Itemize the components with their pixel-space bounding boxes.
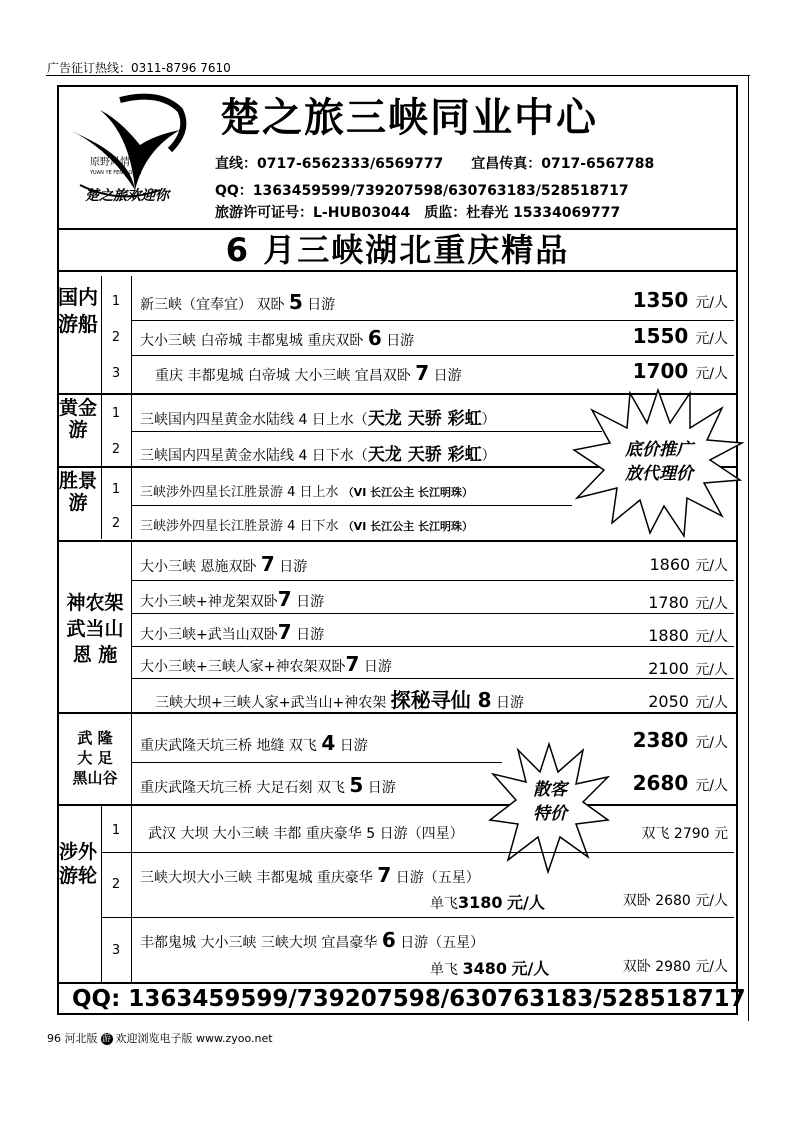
divider xyxy=(132,646,734,647)
row-number: 2 xyxy=(111,442,121,457)
list-item: 重庆武隆天坑三桥 大足石刻 双飞 5 日游 xyxy=(140,773,396,797)
ad-hotline: 广告征订热线：0311-8796 7610 xyxy=(47,61,231,75)
list-item: 重庆 丰都鬼城 白帝城 大小三峡 宜昌双卧 7 日游 xyxy=(155,361,462,385)
list-item: 新三峡（宜奉宜） 双卧 5 日游 xyxy=(140,290,336,314)
category-wulong: 武 隆 大 足 黑山谷 xyxy=(72,729,118,787)
divider xyxy=(57,540,738,542)
row-number: 1 xyxy=(111,406,121,421)
divider xyxy=(131,806,132,983)
list-item: 三峡涉外四星长江胜景游 4 日下水 （VI 长江公主 长江明珠） xyxy=(140,519,473,534)
price: 双飞 2790 元 xyxy=(641,826,728,842)
price: 2380 元/人 xyxy=(632,728,728,752)
list-item: 大小三峡+武当山双卧7 日游 xyxy=(140,620,325,644)
divider xyxy=(102,852,734,853)
row-number: 1 xyxy=(111,482,121,497)
divider xyxy=(132,320,734,321)
row-number: 2 xyxy=(111,330,121,345)
divider xyxy=(132,678,734,679)
divider xyxy=(131,276,132,393)
logo-signature: 楚之旅欢迎你 xyxy=(85,188,169,204)
row-number: 1 xyxy=(111,294,121,309)
divider xyxy=(102,917,734,918)
price: 单飞3180 元/人 xyxy=(430,893,545,912)
divider xyxy=(132,613,734,614)
category-shennongjia: 神农架 武当山 恩 施 xyxy=(66,592,124,666)
price: 2050 元/人 xyxy=(648,692,728,711)
list-item: 大小三峡 白帝城 丰都鬼城 重庆双卧 6 日游 xyxy=(140,326,415,350)
list-item: 丰都鬼城 大小三峡 三峡大坝 宜昌豪华 6 日游（五星） xyxy=(140,928,485,952)
list-item: 三峡国内四星黄金水陆线 4 日上水（天龙 天骄 彩虹） xyxy=(140,409,496,429)
license-info: 旅游许可证号：L-HUB03044 质监：杜春光 15334069777 xyxy=(215,205,621,221)
divider xyxy=(57,804,738,806)
promo-text: 底价推广 放代理价 xyxy=(625,440,693,484)
price: 1880 元/人 xyxy=(648,626,728,645)
logo-caption-en: YUAN YE FENG QING xyxy=(90,170,142,176)
row-number: 2 xyxy=(111,877,121,892)
row-number: 3 xyxy=(111,943,121,958)
list-item: 大小三峡 恩施双卧 7 日游 xyxy=(140,552,308,576)
logo-caption-cn: 原野风情 xyxy=(90,157,130,168)
list-item: 重庆武隆天坑三桥 地缝 双飞 4 日游 xyxy=(140,731,368,755)
price: 1780 元/人 xyxy=(648,593,728,612)
divider xyxy=(132,431,602,432)
category-golden: 黄金游 xyxy=(58,397,97,441)
divider xyxy=(131,542,132,712)
price: 双卧 2680 元/人 xyxy=(622,893,728,909)
subtitle: 6 月三峡湖北重庆精品 xyxy=(57,228,738,272)
price: 2100 元/人 xyxy=(648,659,728,678)
divider xyxy=(132,505,572,506)
list-item: 三峡大坝+三峡人家+武当山+神农架 探秘寻仙 8 日游 xyxy=(155,688,524,712)
qq-bottom: QQ: 1363459599/739207598/630763183/528518717 xyxy=(72,986,746,1012)
divider xyxy=(132,580,734,581)
page-footer: 96 河北版 游 欢迎浏览电子版 www.zyoo.net xyxy=(47,1032,273,1045)
list-item: 三峡涉外四星长江胜景游 4 日上水 （VI 长江公主 长江明珠） xyxy=(140,485,473,500)
price: 1550 元/人 xyxy=(632,324,728,348)
price: 1700 元/人 xyxy=(632,359,728,383)
price: 1860 元/人 xyxy=(649,555,728,574)
contact-tel: 直线：0717-6562333/6569777 宜昌传真：0717-6567788 xyxy=(215,156,655,172)
bird-logo-icon xyxy=(60,90,205,220)
price: 双卧 2980 元/人 xyxy=(622,959,728,975)
divider xyxy=(57,982,738,984)
divider xyxy=(132,355,734,356)
category-foreign: 涉外游轮 xyxy=(58,841,97,887)
logo-circle-icon: 游 xyxy=(101,1034,111,1044)
row-number: 3 xyxy=(111,366,121,381)
divider xyxy=(131,714,132,804)
price: 2680 元/人 xyxy=(632,771,728,795)
list-item: 武汉 大坝 大小三峡 丰都 重庆豪华 5 日游（四星） xyxy=(148,826,464,842)
divider xyxy=(132,762,502,763)
row-number: 1 xyxy=(111,823,121,838)
list-item: 三峡国内四星黄金水陆线 4 日下水（天龙 天骄 彩虹） xyxy=(140,445,496,465)
special-price-text: 散客 特价 xyxy=(533,780,567,824)
price: 单飞 3480 元/人 xyxy=(430,959,550,978)
price: 1350 元/人 xyxy=(632,288,728,312)
row-number: 2 xyxy=(111,516,121,531)
list-item: 大小三峡+神龙架双卧7 日游 xyxy=(140,587,325,611)
list-item: 大小三峡+三峡人家+神农架双卧7 日游 xyxy=(140,652,392,676)
category-scenic: 胜景游 xyxy=(58,470,97,514)
divider xyxy=(131,468,132,539)
list-item: 三峡大坝大小三峡 丰都鬼城 重庆豪华 7 日游（五星） xyxy=(140,863,480,887)
page-title: 楚之旅三峡同业中心 xyxy=(220,95,598,141)
category-domestic: 国内游船 xyxy=(58,285,98,336)
contact-qq: QQ：1363459599/739207598/630763183/528518717 xyxy=(215,183,629,199)
